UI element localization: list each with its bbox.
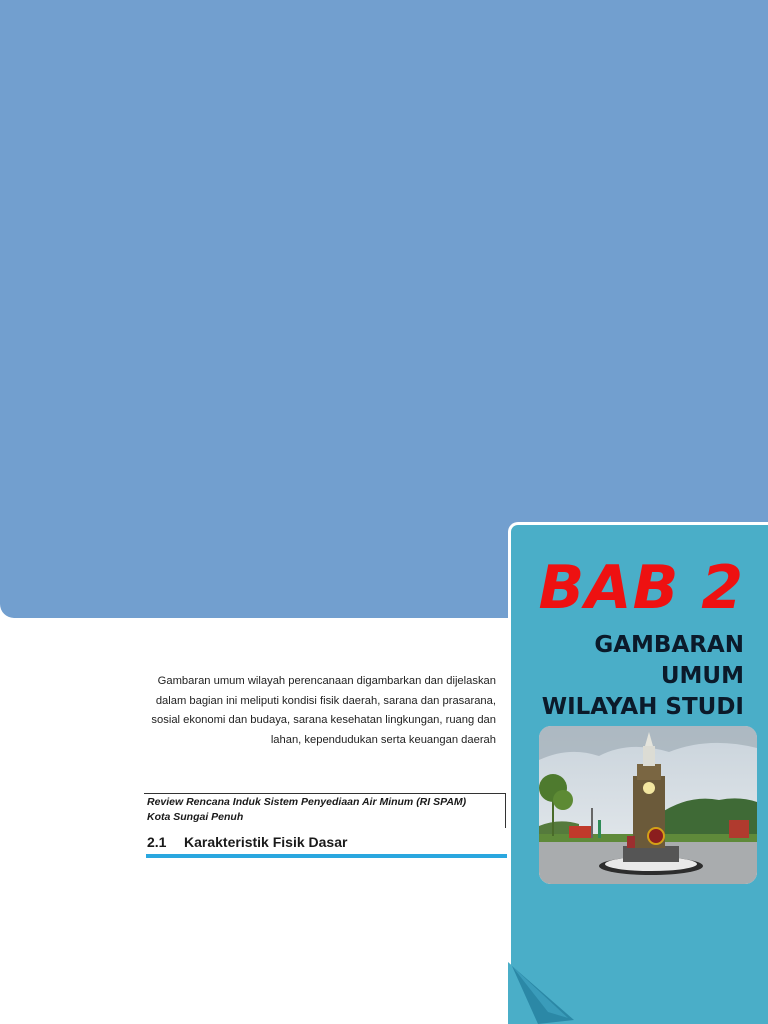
section-underline	[146, 854, 507, 858]
chapter-intro-paragraph: Gambaran umum wilayah perencanaan digambarkan dan dijelaskan dalam bagian ini meliputi kondisi fisik daerah, sarana dan prasarana, sosial ekonomi dan budaya, sarana kesehatan lingkungan, ruang dan lahan, kependudukan serta keuangan daerah	[151, 675, 496, 746]
chapter-title-line-2: UMUM	[660, 663, 744, 689]
project-title: Review Rencana Induk Sistem Penyediaan Air Minum (RI SPAM)	[147, 796, 467, 808]
monument-photo-illustration	[539, 726, 757, 884]
chapter-title-line-3: WILAYAH STUDI	[541, 694, 744, 720]
chapter-title-line-1: GAMBARAN	[594, 632, 744, 658]
project-location: Kota Sungai Penuh	[147, 811, 244, 823]
page-curl-decoration	[508, 962, 578, 1024]
chapter-number: BAB 2	[538, 553, 744, 623]
section-heading	[147, 834, 505, 850]
section-number: 2.1	[147, 834, 167, 850]
chapter-title	[524, 630, 744, 723]
monument-photo	[539, 726, 757, 884]
section-title: Karakteristik Fisik Dasar	[184, 834, 348, 850]
project-header-box	[144, 793, 506, 828]
